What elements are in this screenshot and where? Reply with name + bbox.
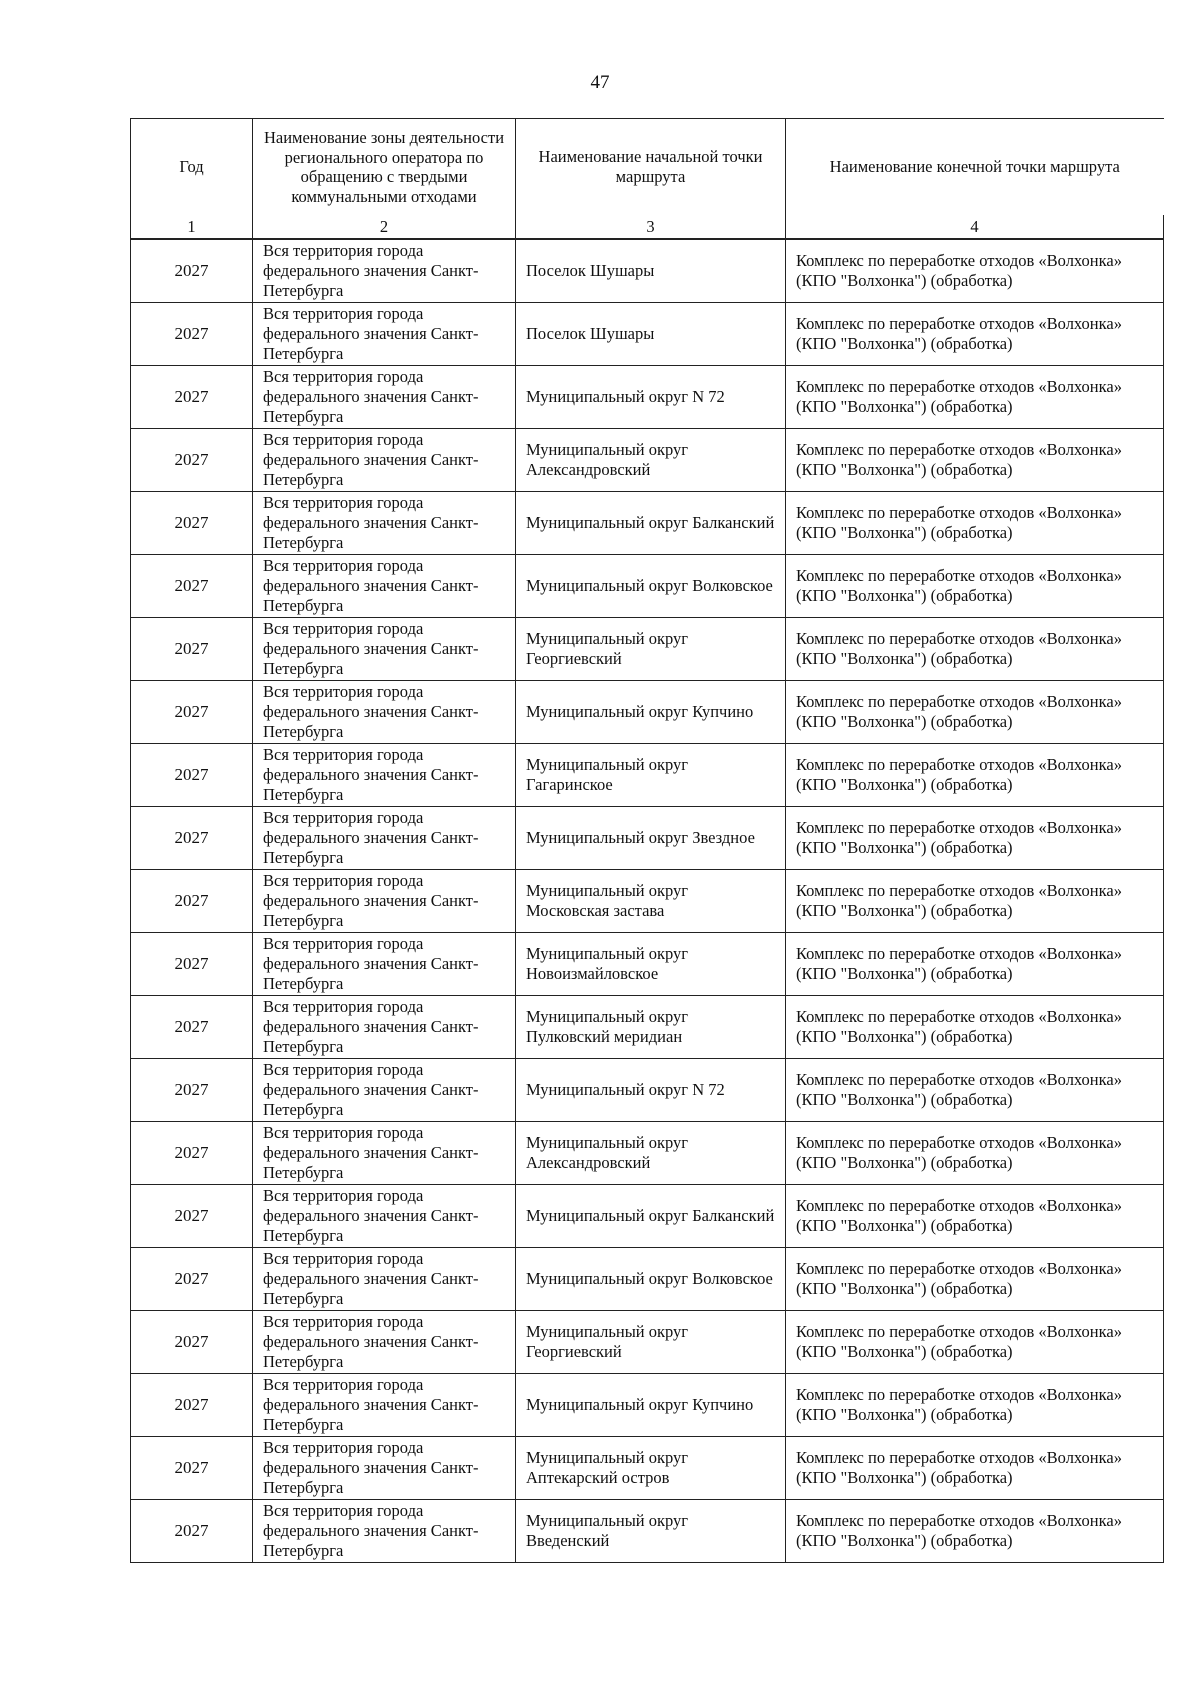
row-end-point: Комплекс по переработке отходов «Волхонка» (КПО "Волхонка") (обработка) xyxy=(786,366,1164,429)
row-zone: Вся территория города федерального значения Санкт-Петербурга xyxy=(253,1059,516,1122)
row-year: 2027 xyxy=(131,1311,253,1374)
row-start-point: Муниципальный округ Волковское xyxy=(516,555,786,618)
row-zone: Вся территория города федерального значения Санкт-Петербурга xyxy=(253,1437,516,1500)
row-zone: Вся территория города федерального значения Санкт-Петербурга xyxy=(253,1311,516,1374)
page-number: 47 xyxy=(590,72,610,93)
column-number: 4 xyxy=(786,215,1164,239)
table-row xyxy=(131,555,1164,618)
row-zone: Вся территория города федерального значения Санкт-Петербурга xyxy=(253,492,516,555)
row-start-point: Муниципальный округ Александровский xyxy=(516,1122,786,1185)
row-end-point: Комплекс по переработке отходов «Волхонка» (КПО "Волхонка") (обработка) xyxy=(786,870,1164,933)
row-year: 2027 xyxy=(131,366,253,429)
row-start-point: Муниципальный округ Балканский xyxy=(516,492,786,555)
row-start-point: Муниципальный округ Балканский xyxy=(516,1185,786,1248)
table-row xyxy=(131,807,1164,870)
row-year: 2027 xyxy=(131,1059,253,1122)
row-year: 2027 xyxy=(131,1248,253,1311)
row-start-point: Муниципальный округ Георгиевский xyxy=(516,1311,786,1374)
row-start-point: Муниципальный округ Аптекарский остров xyxy=(516,1437,786,1500)
row-end-point: Комплекс по переработке отходов «Волхонка» (КПО "Волхонка") (обработка) xyxy=(786,681,1164,744)
row-start-point: Муниципальный округ Звездное xyxy=(516,807,786,870)
row-start-point: Муниципальный округ Александровский xyxy=(516,429,786,492)
table-row xyxy=(131,744,1164,807)
row-end-point: Комплекс по переработке отходов «Волхонка» (КПО "Волхонка") (обработка) xyxy=(786,1437,1164,1500)
row-zone: Вся территория города федерального значения Санкт-Петербурга xyxy=(253,303,516,366)
table-row xyxy=(131,870,1164,933)
row-end-point: Комплекс по переработке отходов «Волхонка» (КПО "Волхонка") (обработка) xyxy=(786,303,1164,366)
row-end-point: Комплекс по переработке отходов «Волхонка» (КПО "Волхонка") (обработка) xyxy=(786,239,1164,303)
row-year: 2027 xyxy=(131,492,253,555)
row-zone: Вся территория города федерального значения Санкт-Петербурга xyxy=(253,429,516,492)
header-start-point: Наименование начальной точки маршрута xyxy=(516,119,786,216)
row-end-point: Комплекс по переработке отходов «Волхонка» (КПО "Волхонка") (обработка) xyxy=(786,618,1164,681)
row-end-point: Комплекс по переработке отходов «Волхонка» (КПО "Волхонка") (обработка) xyxy=(786,1185,1164,1248)
table-body xyxy=(131,239,1164,1563)
table-row xyxy=(131,933,1164,996)
row-zone: Вся территория города федерального значения Санкт-Петербурга xyxy=(253,1122,516,1185)
row-year: 2027 xyxy=(131,429,253,492)
row-end-point: Комплекс по переработке отходов «Волхонка» (КПО "Волхонка") (обработка) xyxy=(786,555,1164,618)
row-year: 2027 xyxy=(131,1500,253,1563)
row-year: 2027 xyxy=(131,681,253,744)
table-row xyxy=(131,303,1164,366)
row-year: 2027 xyxy=(131,996,253,1059)
row-end-point: Комплекс по переработке отходов «Волхонка» (КПО "Волхонка") (обработка) xyxy=(786,933,1164,996)
table-row xyxy=(131,366,1164,429)
table-row xyxy=(131,1437,1164,1500)
row-start-point: Муниципальный округ Введенский xyxy=(516,1500,786,1563)
table-row xyxy=(131,239,1164,303)
row-zone: Вся территория города федерального значения Санкт-Петербурга xyxy=(253,239,516,303)
table-row xyxy=(131,1059,1164,1122)
row-start-point: Муниципальный округ Купчино xyxy=(516,1374,786,1437)
row-zone: Вся территория города федерального значения Санкт-Петербурга xyxy=(253,555,516,618)
row-start-point: Муниципальный округ Новоизмайловское xyxy=(516,933,786,996)
row-year: 2027 xyxy=(131,555,253,618)
row-year: 2027 xyxy=(131,1437,253,1500)
row-zone: Вся территория города федерального значения Санкт-Петербурга xyxy=(253,1185,516,1248)
row-zone: Вся территория города федерального значения Санкт-Петербурга xyxy=(253,1500,516,1563)
row-start-point: Муниципальный округ Купчино xyxy=(516,681,786,744)
row-end-point: Комплекс по переработке отходов «Волхонка» (КПО "Волхонка") (обработка) xyxy=(786,1500,1164,1563)
table-row xyxy=(131,492,1164,555)
row-start-point: Муниципальный округ Пулковский меридиан xyxy=(516,996,786,1059)
row-zone: Вся территория города федерального значения Санкт-Петербурга xyxy=(253,1374,516,1437)
table-header xyxy=(131,119,1164,240)
column-number: 2 xyxy=(253,215,516,239)
row-zone: Вся территория города федерального значения Санкт-Петербурга xyxy=(253,1248,516,1311)
row-start-point: Поселок Шушары xyxy=(516,303,786,366)
row-end-point: Комплекс по переработке отходов «Волхонка» (КПО "Волхонка") (обработка) xyxy=(786,744,1164,807)
row-zone: Вся территория города федерального значения Санкт-Петербурга xyxy=(253,870,516,933)
row-year: 2027 xyxy=(131,744,253,807)
row-start-point: Поселок Шушары xyxy=(516,239,786,303)
table-row xyxy=(131,429,1164,492)
row-end-point: Комплекс по переработке отходов «Волхонка» (КПО "Волхонка") (обработка) xyxy=(786,492,1164,555)
row-start-point: Муниципальный округ Гагаринское xyxy=(516,744,786,807)
row-end-point: Комплекс по переработке отходов «Волхонка» (КПО "Волхонка") (обработка) xyxy=(786,996,1164,1059)
row-end-point: Комплекс по переработке отходов «Волхонка» (КПО "Волхонка") (обработка) xyxy=(786,1311,1164,1374)
row-start-point: Муниципальный округ N 72 xyxy=(516,1059,786,1122)
column-number: 3 xyxy=(516,215,786,239)
row-zone: Вся территория города федерального значения Санкт-Петербурга xyxy=(253,618,516,681)
row-zone: Вся территория города федерального значения Санкт-Петербурга xyxy=(253,366,516,429)
row-zone: Вся территория города федерального значения Санкт-Петербурга xyxy=(253,744,516,807)
row-zone: Вся территория города федерального значения Санкт-Петербурга xyxy=(253,933,516,996)
header-year: Год xyxy=(131,119,253,216)
row-start-point: Муниципальный округ Георгиевский xyxy=(516,618,786,681)
row-start-point: Муниципальный округ N 72 xyxy=(516,366,786,429)
row-year: 2027 xyxy=(131,1185,253,1248)
row-start-point: Муниципальный округ Волковское xyxy=(516,1248,786,1311)
row-end-point: Комплекс по переработке отходов «Волхонка» (КПО "Волхонка") (обработка) xyxy=(786,1059,1164,1122)
row-year: 2027 xyxy=(131,870,253,933)
routes-table xyxy=(130,118,1164,1563)
row-end-point: Комплекс по переработке отходов «Волхонка» (КПО "Волхонка") (обработка) xyxy=(786,1248,1164,1311)
row-end-point: Комплекс по переработке отходов «Волхонка» (КПО "Волхонка") (обработка) xyxy=(786,807,1164,870)
row-year: 2027 xyxy=(131,303,253,366)
row-zone: Вся территория города федерального значения Санкт-Петербурга xyxy=(253,996,516,1059)
row-year: 2027 xyxy=(131,1122,253,1185)
header-row xyxy=(131,119,1164,216)
row-start-point: Муниципальный округ Московская застава xyxy=(516,870,786,933)
table-row xyxy=(131,1500,1164,1563)
row-year: 2027 xyxy=(131,933,253,996)
row-end-point: Комплекс по переработке отходов «Волхонка» (КПО "Волхонка") (обработка) xyxy=(786,429,1164,492)
row-zone: Вся территория города федерального значения Санкт-Петербурга xyxy=(253,807,516,870)
column-number-row xyxy=(131,215,1164,239)
header-end-point: Наименование конечной точки маршрута xyxy=(786,119,1164,216)
table-row xyxy=(131,996,1164,1059)
table-row xyxy=(131,681,1164,744)
row-zone: Вся территория города федерального значения Санкт-Петербурга xyxy=(253,681,516,744)
table-row xyxy=(131,618,1164,681)
table-row xyxy=(131,1122,1164,1185)
table-row xyxy=(131,1374,1164,1437)
row-year: 2027 xyxy=(131,807,253,870)
row-year: 2027 xyxy=(131,618,253,681)
column-number: 1 xyxy=(131,215,253,239)
table-row xyxy=(131,1185,1164,1248)
row-year: 2027 xyxy=(131,1374,253,1437)
row-year: 2027 xyxy=(131,239,253,303)
table-row xyxy=(131,1248,1164,1311)
row-end-point: Комплекс по переработке отходов «Волхонка» (КПО "Волхонка") (обработка) xyxy=(786,1122,1164,1185)
table-row xyxy=(131,1311,1164,1374)
row-end-point: Комплекс по переработке отходов «Волхонка» (КПО "Волхонка") (обработка) xyxy=(786,1374,1164,1437)
header-zone: Наименование зоны деятельности регионального оператора по обращению с твердыми коммунальными отходами xyxy=(253,119,516,216)
